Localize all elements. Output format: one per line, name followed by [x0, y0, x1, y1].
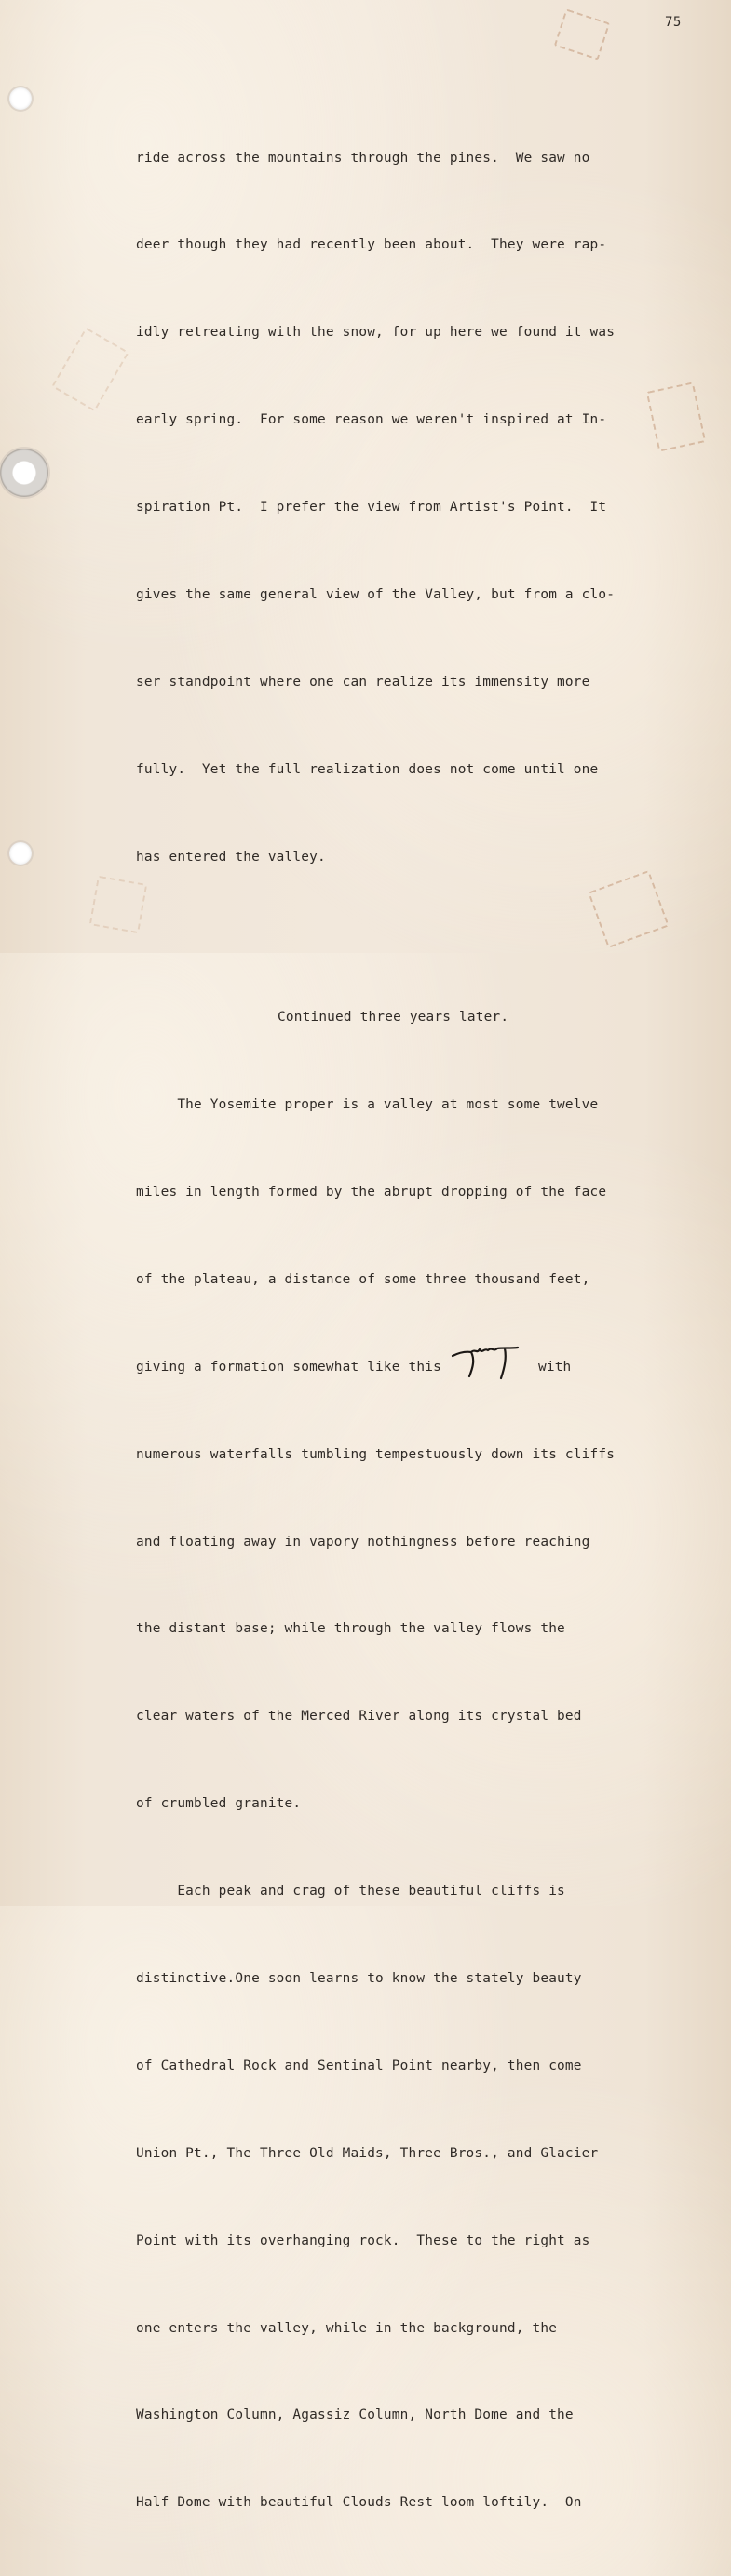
- page-number: 75: [665, 15, 682, 30]
- text-line: Washington Column, Agassiz Column, North Dome and the: [136, 2408, 574, 2423]
- text-line: of crumbled granite.: [136, 1796, 302, 1812]
- text-line: idly retreating with the snow, for up here we found it was: [136, 325, 616, 341]
- text-line: gives the same general view of the Valley, but from a clo-: [136, 587, 616, 603]
- text-line: clear waters of the Merced River along its crystal bed: [136, 1709, 582, 1724]
- text-line: of Cathedral Rock and Sentinal Point nearby, then come: [136, 2058, 582, 2073]
- text-fragment: with: [537, 1359, 572, 1375]
- tape-stain: [554, 8, 611, 60]
- text-line: miles in length formed by the abrupt dropping of the face: [136, 1184, 607, 1200]
- text-line: one enters the valley, while in the background, the: [136, 2320, 558, 2336]
- text-line: spiration Pt. I prefer the view from Artist's Point. It: [136, 500, 607, 516]
- text-line: ser standpoint where one can realize its immensity more: [136, 674, 590, 690]
- text-line: the distant base; while through the valley flows the: [136, 1621, 565, 1637]
- text-line: numerous waterfalls tumbling tempestuously down its cliffs: [136, 1446, 616, 1462]
- text-line: Union Pt., The Three Old Maids, Three Bros., and Glacier: [136, 2145, 599, 2161]
- text-line: distinctive.One soon learns to know the stately beauty: [136, 1971, 582, 1986]
- text-line: early spring. For some reason we weren't inspired at In-: [136, 412, 607, 428]
- text-line-with-sketch: [136, 1353, 676, 1382]
- text-line: Each peak and crag of these beautiful cliffs is: [136, 1884, 565, 1899]
- text-line: Half Dome with beautiful Clouds Rest loom loftily. On: [136, 2495, 582, 2511]
- text-line: ride across the mountains through the pines. We saw no: [136, 150, 590, 166]
- text-line: deer though they had recently been about. They were rap-: [136, 237, 607, 253]
- typewritten-text: [136, 86, 676, 2576]
- text-line: The Yosemite proper is a valley at most some twelve: [136, 1097, 599, 1113]
- text-fragment: giving a formation somewhat like this: [136, 1359, 441, 1375]
- section-heading: Continued three years later.: [278, 1010, 509, 1026]
- text-line: Point with its overhanging rock. These to the right as: [136, 2233, 590, 2248]
- binder-hole-bottom: [9, 842, 32, 865]
- binder-hole-reinforced: [0, 449, 48, 497]
- valley-sketch: [441, 1358, 538, 1376]
- text-line: of the plateau, a distance of some three thousand feet,: [136, 1271, 590, 1287]
- text-line: fully. Yet the full realization does not come until one: [136, 761, 599, 777]
- binder-hole-top: [9, 87, 32, 110]
- tape-stain: [51, 327, 129, 411]
- paragraph-gap: [136, 931, 676, 946]
- text-line: and floating away in vapory nothingness before reaching: [136, 1534, 590, 1550]
- valley-profile-sketch-icon: [449, 1339, 531, 1382]
- text-line: has entered the valley.: [136, 849, 326, 865]
